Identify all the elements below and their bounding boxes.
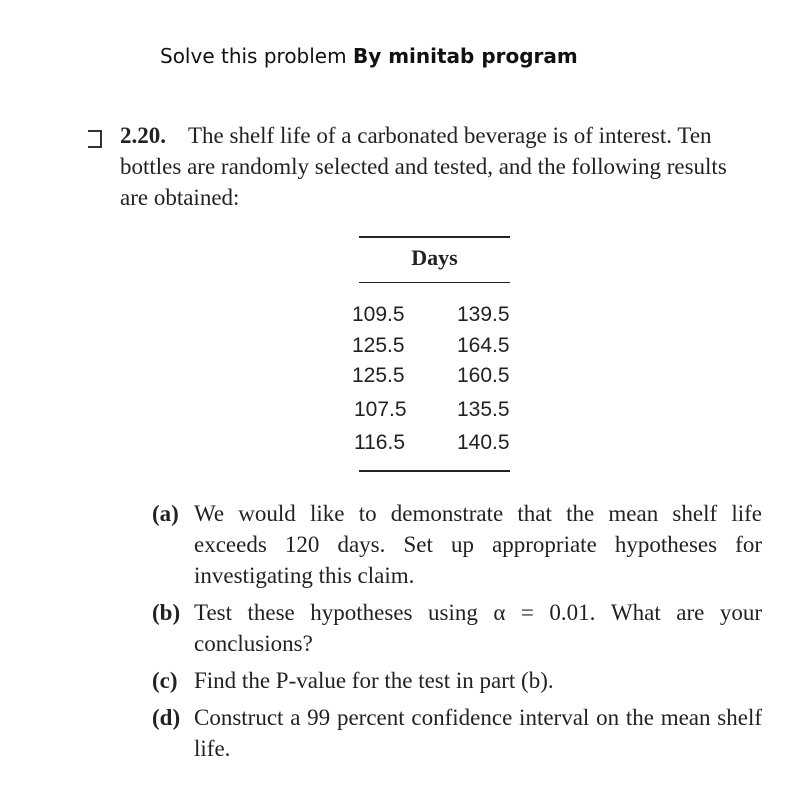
checkbox-icon[interactable] — [88, 130, 102, 148]
table-cell: 135.5 — [457, 398, 510, 421]
table-cell: 109.5 — [352, 303, 405, 326]
question-part-d — [152, 702, 762, 764]
table-cell: 116.5 — [354, 431, 405, 454]
problem-statement — [120, 120, 760, 213]
instruction-emphasis: By minitab program — [352, 44, 578, 68]
problem-text: The shelf life of a carbonated beverage is of interest. Ten bottles are randomly selected and tested, and the following results are obtained: — [120, 123, 727, 210]
table-cell: 139.5 — [457, 303, 510, 326]
part-label: (c) — [152, 668, 178, 693]
question-part-b — [152, 597, 762, 659]
part-text: Construct a 99 percent confidence interval on the mean shelf life. — [194, 705, 762, 761]
table-cell: 125.5 — [352, 334, 405, 357]
part-text: We would like to demonstrate that the mean shelf life exceeds 120 days. Set up appropriate hypotheses for investigating this claim. — [194, 501, 762, 588]
part-label: (d) — [152, 705, 181, 730]
problem-number: 2.20. — [120, 123, 166, 148]
days-table — [352, 236, 510, 472]
table-cell: 164.5 — [457, 334, 510, 357]
table-header: Days — [411, 245, 458, 270]
part-label: (a) — [152, 501, 179, 526]
question-parts — [152, 498, 762, 770]
table-cell: 107.5 — [354, 398, 407, 421]
question-part-a — [152, 498, 762, 591]
instruction-text — [160, 44, 578, 68]
table-cell: 160.5 — [457, 364, 510, 387]
part-text: Test these hypotheses using α = 0.01. What are your conclusions? — [194, 600, 762, 656]
question-part-c — [152, 665, 762, 696]
instruction-prefix: Solve this problem — [160, 44, 353, 68]
table-cell: 125.5 — [352, 364, 405, 387]
table-cell: 140.5 — [457, 431, 510, 454]
part-label: (b) — [152, 600, 181, 625]
table-header-rule — [359, 282, 510, 283]
table-bottom-rule — [359, 470, 510, 472]
table-top-rule — [359, 236, 510, 238]
part-text: Find the P-value for the test in part (b). — [194, 668, 554, 693]
